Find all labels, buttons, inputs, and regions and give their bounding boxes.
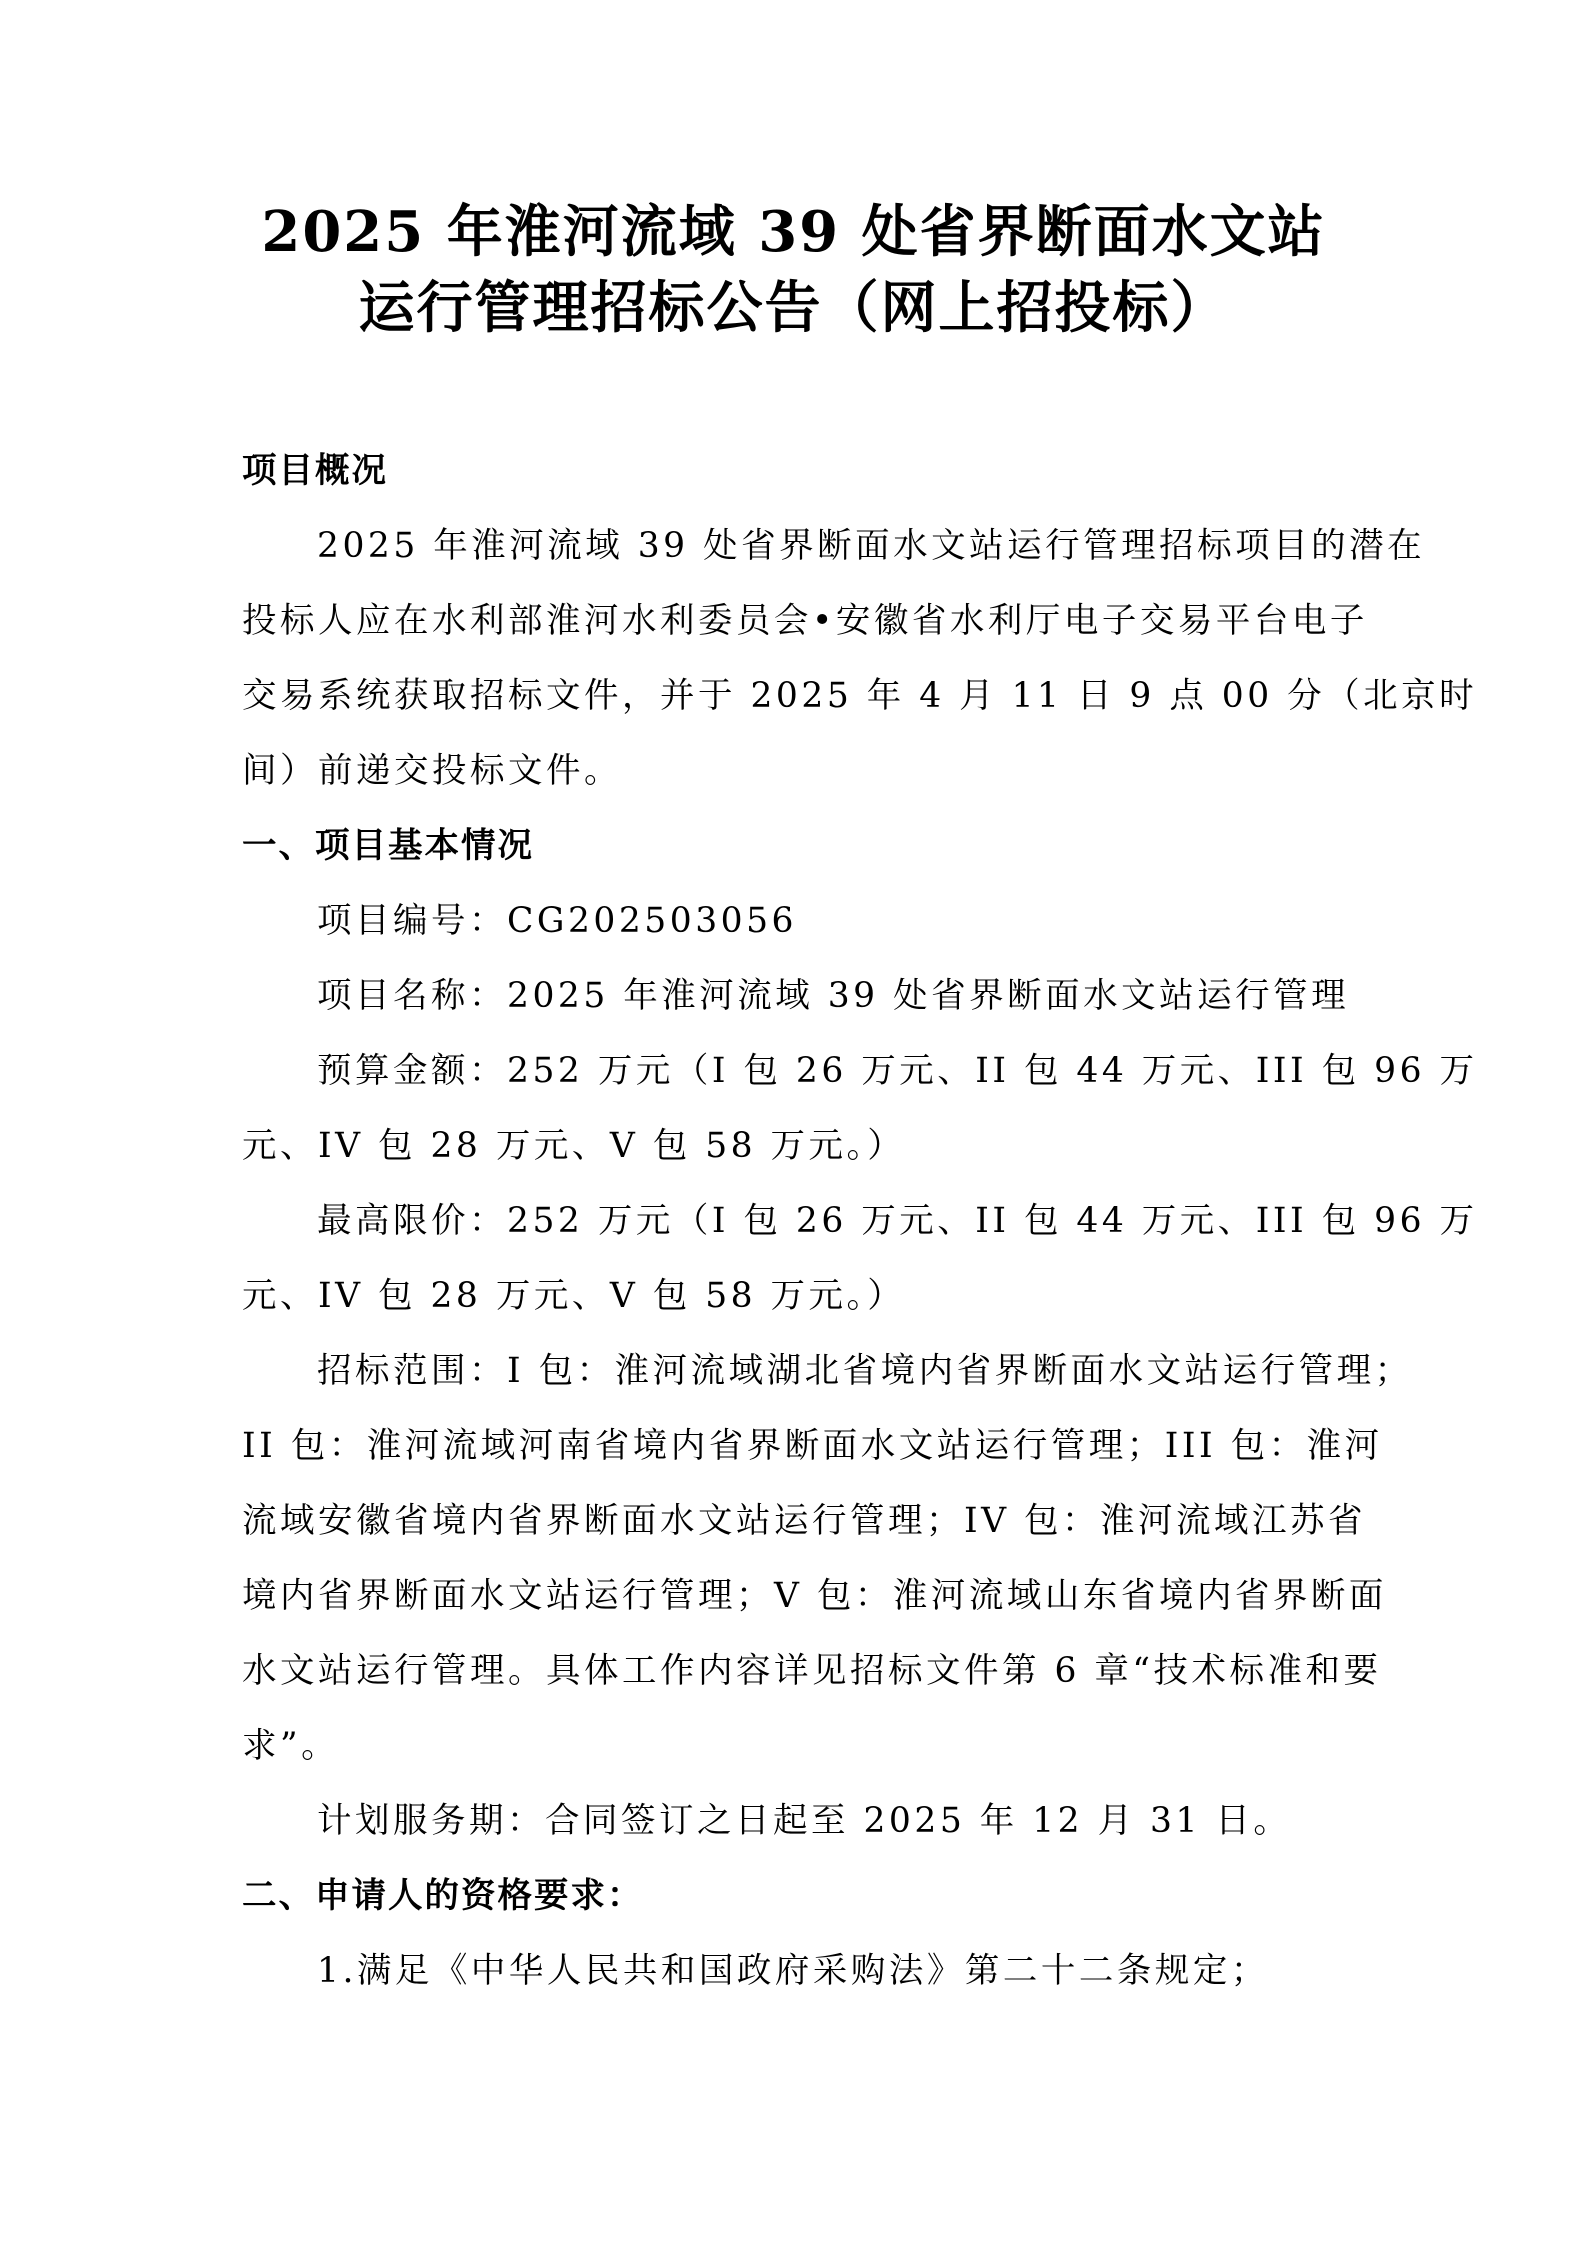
project-name: 项目名称：2025 年淮河流域 39 处省界断面水文站运行管理 xyxy=(317,976,1350,1016)
scope-line: II 包：淮河流域河南省境内省界断面水文站运行管理；III 包：淮河 xyxy=(242,1426,1383,1466)
project-number: 项目编号：CG202503056 xyxy=(317,901,798,941)
scope-line: 求”。 xyxy=(242,1726,340,1766)
section-2-heading: 二、申请人的资格要求： xyxy=(242,1876,644,1916)
scope-line: 流域安徽省境内省界断面水文站运行管理；IV 包：淮河流域江苏省 xyxy=(242,1501,1367,1541)
overview-line: 交易系统获取招标文件，并于 2025 年 4 月 11 日 9 点 00 分（北京时 xyxy=(242,676,1478,716)
overview-line: 2025 年淮河流域 39 处省界断面水文站运行管理招标项目的潜在 xyxy=(317,526,1426,566)
document-title-line-1: 2025 年淮河流域 39 处省界断面水文站 xyxy=(261,199,1326,265)
overview-heading: 项目概况 xyxy=(242,451,388,491)
service-period: 计划服务期：合同签订之日起至 2025 年 12 月 31 日。 xyxy=(317,1801,1292,1841)
budget-line: 预算金额：252 万元（I 包 26 万元、II 包 44 万元、III 包 96 万 xyxy=(317,1051,1478,1091)
budget-line: 元、IV 包 28 万元、V 包 58 万元。） xyxy=(242,1126,906,1166)
max-price-line: 元、IV 包 28 万元、V 包 58 万元。） xyxy=(242,1276,906,1316)
qualification-item-1: 1.满足《中华人民共和国政府采购法》第二十二条规定； xyxy=(317,1951,1269,1991)
scope-line: 境内省界断面水文站运行管理；V 包：淮河流域山东省境内省界断面 xyxy=(242,1576,1387,1616)
overview-line: 间）前递交投标文件。 xyxy=(242,751,622,791)
document-title-line-2: 运行管理招标公告（网上招投标） xyxy=(358,275,1229,341)
scope-line: 水文站运行管理。具体工作内容详见招标文件第 6 章“技术标准和要 xyxy=(242,1651,1382,1691)
overview-line: 投标人应在水利部淮河水利委员会•安徽省水利厅电子交易平台电子 xyxy=(242,601,1368,641)
document-body xyxy=(242,434,1478,2009)
max-price-line: 最高限价：252 万元（I 包 26 万元、II 包 44 万元、III 包 96 万 xyxy=(317,1201,1478,1241)
scope-line: 招标范围：I 包：淮河流域湖北省境内省界断面水文站运行管理； xyxy=(317,1351,1413,1391)
section-1-heading: 一、项目基本情况 xyxy=(242,826,534,866)
